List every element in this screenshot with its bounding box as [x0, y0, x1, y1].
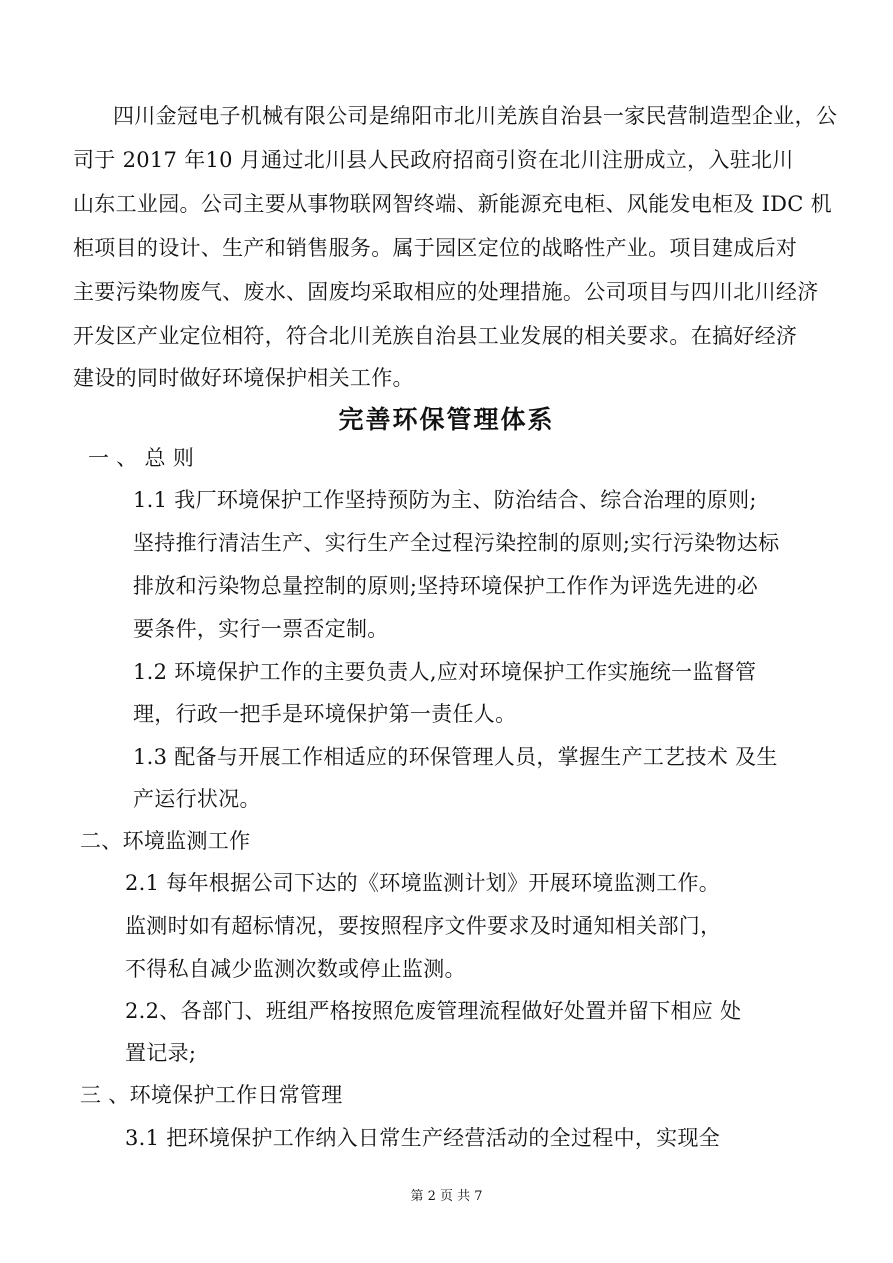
page-number-footer: 第 2 页 共 7 — [410, 1189, 483, 1204]
intro-line: 柜项目的设计、生产和销售服务。属于园区定位的战略性产业。项目建成后对 — [73, 236, 798, 260]
section-heading: 一 、 总 则 — [88, 446, 195, 470]
section-paragraph-line: 3.1 把环境保护工作纳入日常生产经营活动的全过程中，实现全 — [125, 1126, 721, 1150]
section-heading: 二、环境监测工作 — [80, 829, 251, 853]
section-paragraph-line: 坚持推行清洁生产、实行生产全过程污染控制的原则;实行污染物达标 — [133, 531, 780, 555]
intro-line: 开发区产业定位相符，符合北川羌族自治县工业发展的相关要求。在搞好经济 — [73, 324, 798, 348]
intro-line: 山东工业园。公司主要从事物联网智终端、新能源充电柜、风能发电柜及 IDC 机 — [73, 192, 832, 216]
section-paragraph-line: 理，行政一把手是环境保护第一责任人。 — [133, 702, 517, 726]
section-paragraph-line: 2.1 每年根据公司下达的《环境监测计划》开展环境监测工作。 — [125, 871, 721, 895]
section-paragraph-line: 要条件，实行一票否定制。 — [133, 617, 389, 641]
section-paragraph-line: 1.3 配备与开展工作相适应的环保管理人员，掌握生产工艺技术 及生 — [133, 745, 778, 769]
intro-line: 建设的同时做好环境保护相关工作。 — [73, 366, 414, 390]
intro-line: 主要污染物废气、废水、固废均采取相应的处理措施。公司项目与四川北川经济 — [73, 280, 819, 304]
intro-line: 司于 2017 年10 月通过北川县人民政府招商引资在北川注册成立，入驻北川 — [73, 148, 794, 172]
section-paragraph-line: 1.1 我厂环境保护工作坚持预防为主、防治结合、综合治理的原则; — [133, 488, 757, 512]
section-paragraph-line: 产运行状况。 — [133, 787, 261, 811]
section-paragraph-line: 置记录; — [125, 1041, 197, 1065]
section-paragraph-line: 1.2 环境保护工作的主要负责人,应对环境保护工作实施统一监督管 — [133, 660, 757, 684]
page-title: 完善环保管理体系 — [338, 405, 555, 434]
section-paragraph-line: 监测时如有超标情况，要按照程序文件要求及时通知相关部门， — [125, 914, 722, 938]
section-paragraph-line: 不得私自减少监测次数或停止监测。 — [125, 957, 466, 981]
section-paragraph-line: 排放和污染物总量控制的原则;坚持环境保护工作作为评选先进的必 — [133, 574, 759, 598]
section-paragraph-line: 2.2、各部门、班组严格按照危废管理流程做好处置并留下相应 处 — [125, 999, 742, 1023]
section-heading: 三 、环境保护工作日常管理 — [80, 1083, 343, 1107]
intro-line: 四川金冠电子机械有限公司是绵阳市北川羌族自治县一家民营制造型企业，公 — [113, 104, 838, 128]
